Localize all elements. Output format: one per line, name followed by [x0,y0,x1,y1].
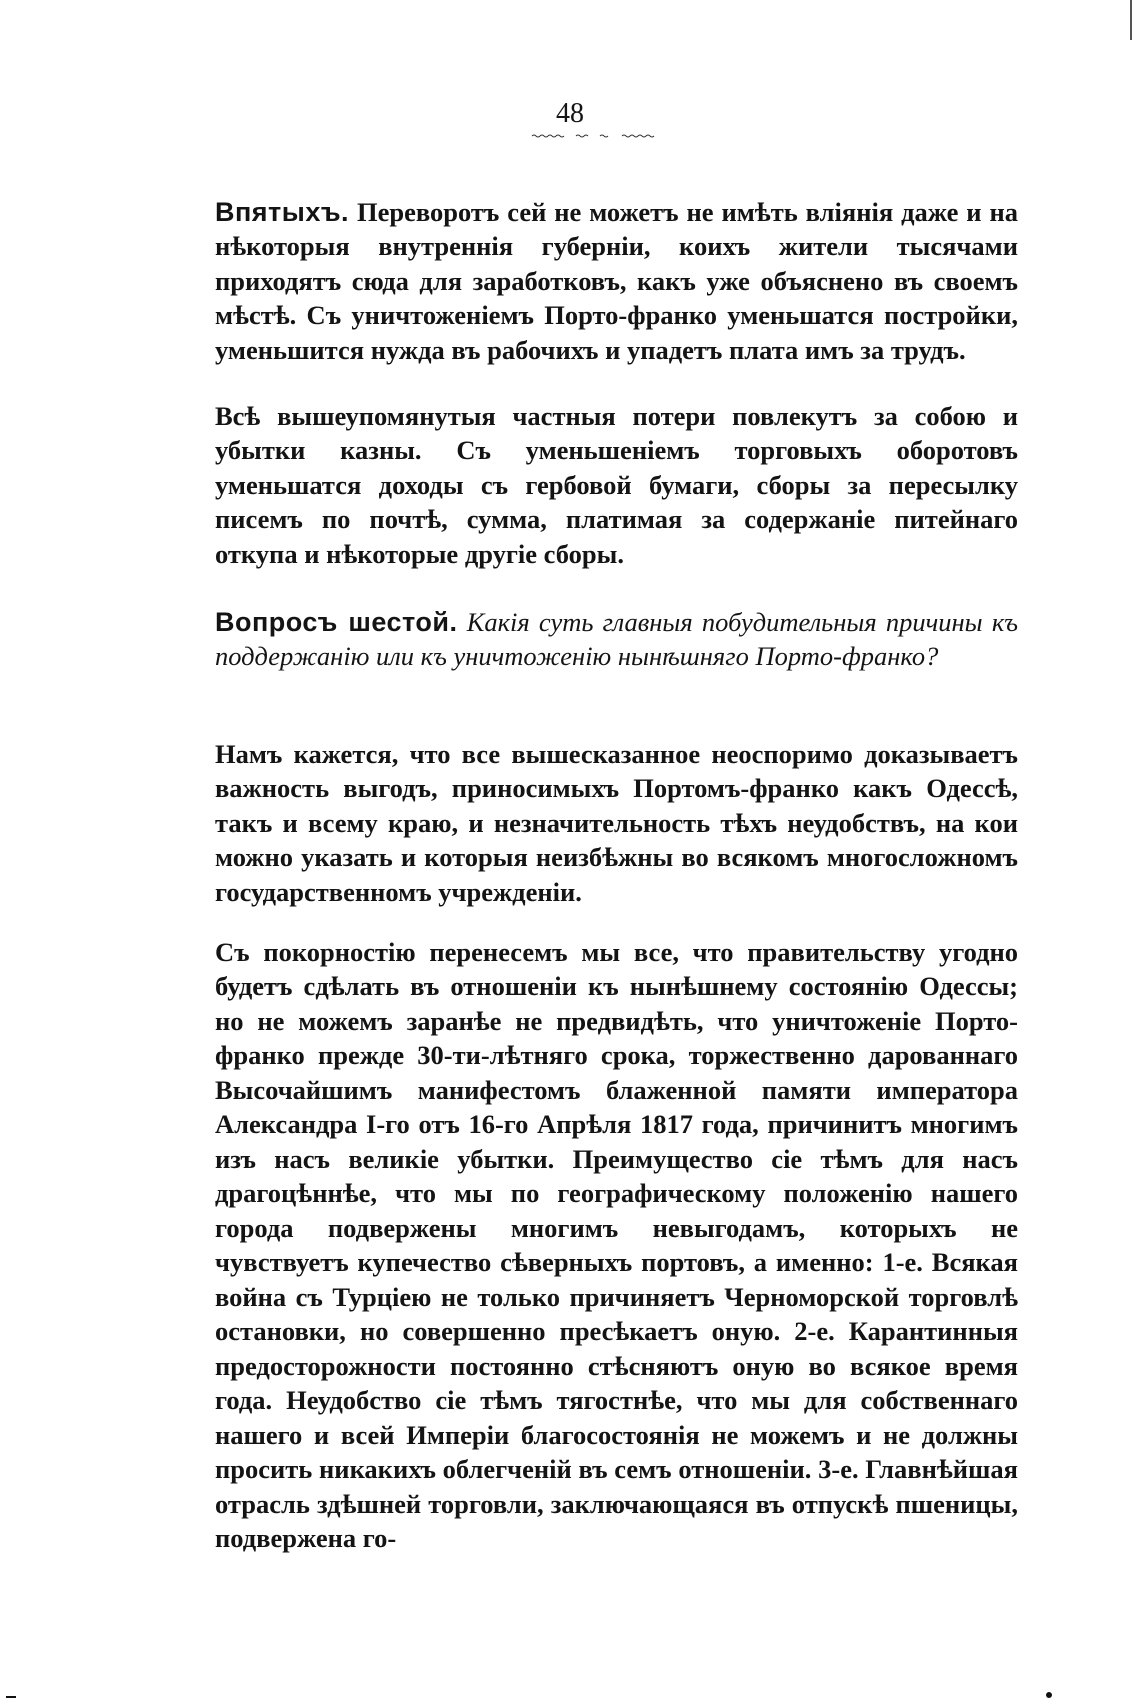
paragraph-text: Всѣ вышеупомянутыя частныя потери повлекутъ за собою и убытки казны. Съ уменьшеніемъ торговыхъ оборотовъ уменьшатся доходы съ гербовой бумаги, сборы за пересылку писемъ по почтѣ, сумма, платимая за содержаніе питейнаго откупа и нѣкоторые другіе сборы. [215,400,1018,569]
paragraph-text: Переворотъ сей не можетъ не имѣть вліянія даже и на нѣкоторыя внутреннія губерніи, коихъ жители тысячами приходятъ сюда для заработковъ, какъ уже объяснено въ своемъ мѣстѣ. Съ уничтоженіемъ Порто-франко уменьшатся постройки, уменьшится нужда въ рабочихъ и упадетъ плата имъ за трудъ. [215,196,1018,365]
paragraph-5 [215,935,1018,1556]
page-edge-mark [1130,0,1132,40]
paragraph-lead: Впятыхъ. [215,196,350,227]
question-text: Какія суть главныя побудительныя причины къ поддержанію или къ уничтоженію нынѣшняго Порто-франко? [215,606,1018,671]
question-heading [215,605,1018,674]
print-speck [6,1696,16,1698]
paragraph-text: Намъ кажется, что все вышесказанное неоспоримо доказываетъ важность выгодъ, приносимыхъ Портомъ-франко какъ Одессѣ, такъ и всему краю, и незначительность тѣхъ неудобствъ, на кои можно указать и которыя неизбѣжны во всякомъ многосложномъ государственномъ учрежденіи. [215,738,1018,907]
paragraph-1 [215,195,1018,368]
question-lead: Вопросъ шестой. [215,606,458,637]
page-number: 48 [556,98,584,129]
paragraph-text: Съ покорностію перенесемъ мы все, что правительству угодно будетъ сдѣлать въ отношеніи къ нынѣшнему состоянію Одессы; но не можемъ заранѣе не предвидѣть, что уничтоженіе Порто-франко прежде 30-ти-лѣтняго срока, торжественно дарованнаго Высочайшимъ манифестомъ блаженной памяти императора Александра I-го отъ 16-го Апрѣля 1817 года, причинитъ многимъ изъ насъ великіе убытки. Преимущество сіе тѣмъ для насъ драгоцѣннѣе, что мы по географическому положенію нашего города подвержены многимъ невыгодамъ, которыхъ не чувствуетъ купечество сѣверныхъ портовъ, а именно: 1-е. Всякая война съ Турціею не только причиняетъ Черноморской торговлѣ остановки, но совершенно пресѣкаетъ оную. 2-е. Карантинныя предосторожности постоянно стѣсняютъ оную во всякое время года. Неудобство сіе тѣмъ тягостнѣе, что мы для собственнаго нашего и всей Имперіи благосостоянія не можемъ и не должны просить никакихъ облегченій въ семъ отношеніи. 3-е. Главнѣйшая отрасль здѣшней торговли, заключающаяся въ отпускѣ пшеницы, подвержена го- [215,936,1018,1553]
paragraph-2 [215,399,1018,572]
print-speck [1046,1692,1052,1698]
ornament-rule [530,133,670,139]
paragraph-4 [215,737,1018,910]
